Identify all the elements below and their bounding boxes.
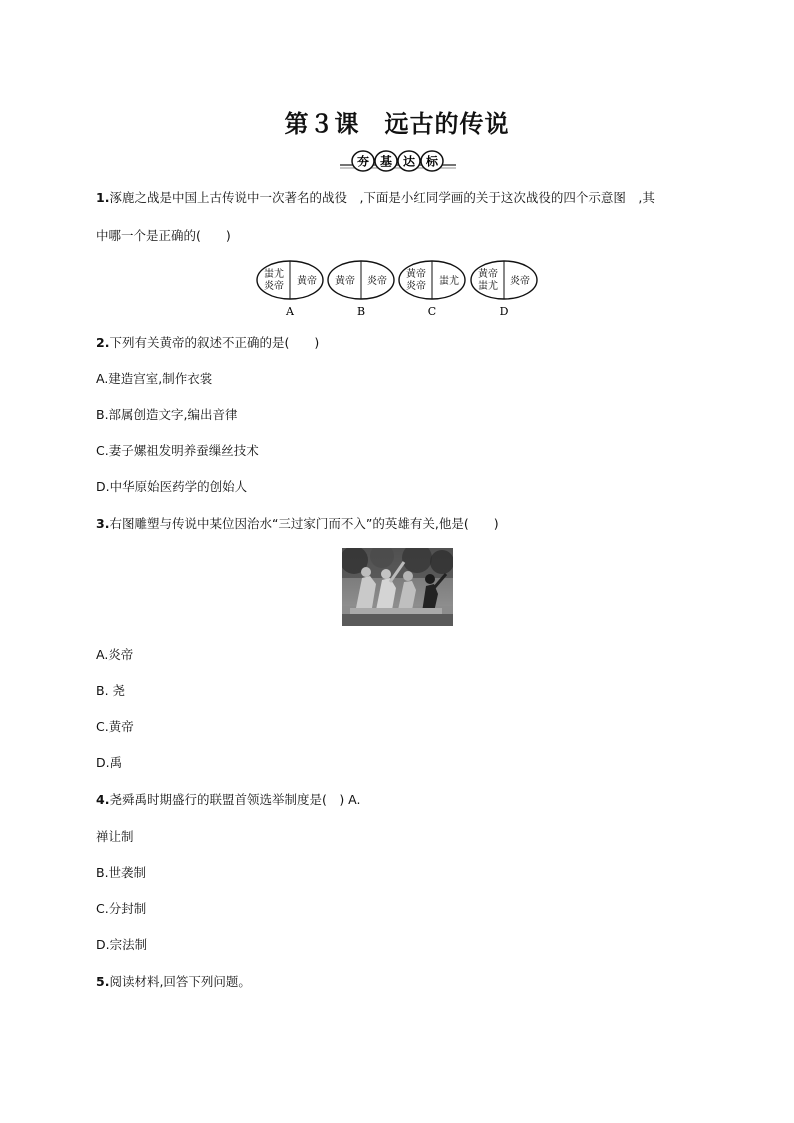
c-letter: C [427, 305, 437, 318]
badge-char-3 [398, 151, 420, 171]
q3-stem [96, 514, 499, 532]
section-badge [340, 150, 456, 172]
q3-text: 右图雕塑与传说中某位因治水“三过家门而不入”的英雄有关,他是( ) [109, 516, 499, 531]
battle-diagram [255, 258, 540, 320]
diagram-option-a [257, 261, 323, 318]
badge-char-1 [352, 151, 374, 171]
diagram-option-c [399, 261, 465, 318]
c-left-1: 黄帝 [406, 269, 426, 280]
q5-stem [96, 972, 251, 990]
q3-option-d: D.禹 [96, 755, 123, 770]
d-left-2: 蚩尤 [478, 281, 498, 292]
q4-option-b: B.世袭制 [96, 865, 147, 880]
b-left-1: 黄帝 [335, 276, 355, 287]
page-title: 第３课 远古的传说 [284, 109, 510, 138]
yu-statue-photo [342, 548, 453, 626]
svg-text:夯: 夯 [356, 154, 370, 169]
badge-char-4 [421, 151, 443, 171]
q4-stem [96, 790, 361, 808]
q2-number: 2. [96, 335, 110, 350]
diagram-option-d [471, 261, 537, 318]
a-left-1: 蚩尤 [264, 269, 284, 280]
q3-option-c: C.黄帝 [96, 719, 134, 734]
q5-text: 阅读材料,回答下列问题。 [109, 974, 251, 989]
q5-number: 5. [96, 974, 110, 989]
q3-option-b: B. 尧 [96, 683, 126, 698]
b-right-1: 炎帝 [367, 276, 387, 287]
q2-option-a: A.建造宫室,制作衣裳 [96, 371, 213, 386]
q1-text-line1: 涿鹿之战是中国上古传说中一次著名的战役 ,下面是小红同学画的关于这次战役的四个示意图 ,其 [109, 190, 655, 205]
q2-option-d: D.中华原始医药学的创始人 [96, 479, 248, 494]
q1-text-line2: 中哪一个是正确的( ) [96, 228, 231, 243]
d-right-1: 炎帝 [510, 276, 530, 287]
c-right-1: 蚩尤 [439, 276, 459, 287]
b-letter: B [356, 305, 366, 318]
q4-option-d: D.宗法制 [96, 937, 148, 952]
q1-stem-line1 [96, 188, 655, 206]
a-right-1: 黄帝 [297, 276, 317, 287]
q2-option-c: C.妻子嫘祖发明养蚕缫丝技术 [96, 443, 259, 458]
a-left-2: 炎帝 [264, 281, 284, 292]
badge-char-2 [375, 151, 397, 171]
q4-option-a: 禅让制 [96, 829, 134, 844]
d-left-1: 黄帝 [478, 269, 498, 280]
q1-number: 1. [96, 190, 110, 205]
diagram-option-b [328, 261, 394, 318]
svg-text:标: 标 [425, 154, 439, 169]
q4-text: 尧舜禹时期盛行的联盟首领选举制度是( ) A. [109, 792, 361, 807]
d-letter: D [499, 305, 509, 318]
a-letter: A [286, 305, 294, 318]
q2-text: 下列有关黄帝的叙述不正确的是( ) [109, 335, 320, 350]
q4-number: 4. [96, 792, 110, 807]
q2-stem [96, 333, 319, 351]
q3-option-a: A.炎帝 [96, 647, 134, 662]
svg-text:基: 基 [379, 154, 393, 169]
q3-number: 3. [96, 516, 110, 531]
svg-text:达: 达 [402, 154, 416, 169]
q4-option-c: C.分封制 [96, 901, 147, 916]
c-left-2: 炎帝 [406, 281, 426, 292]
q2-option-b: B.部属创造文字,编出音律 [96, 407, 238, 422]
